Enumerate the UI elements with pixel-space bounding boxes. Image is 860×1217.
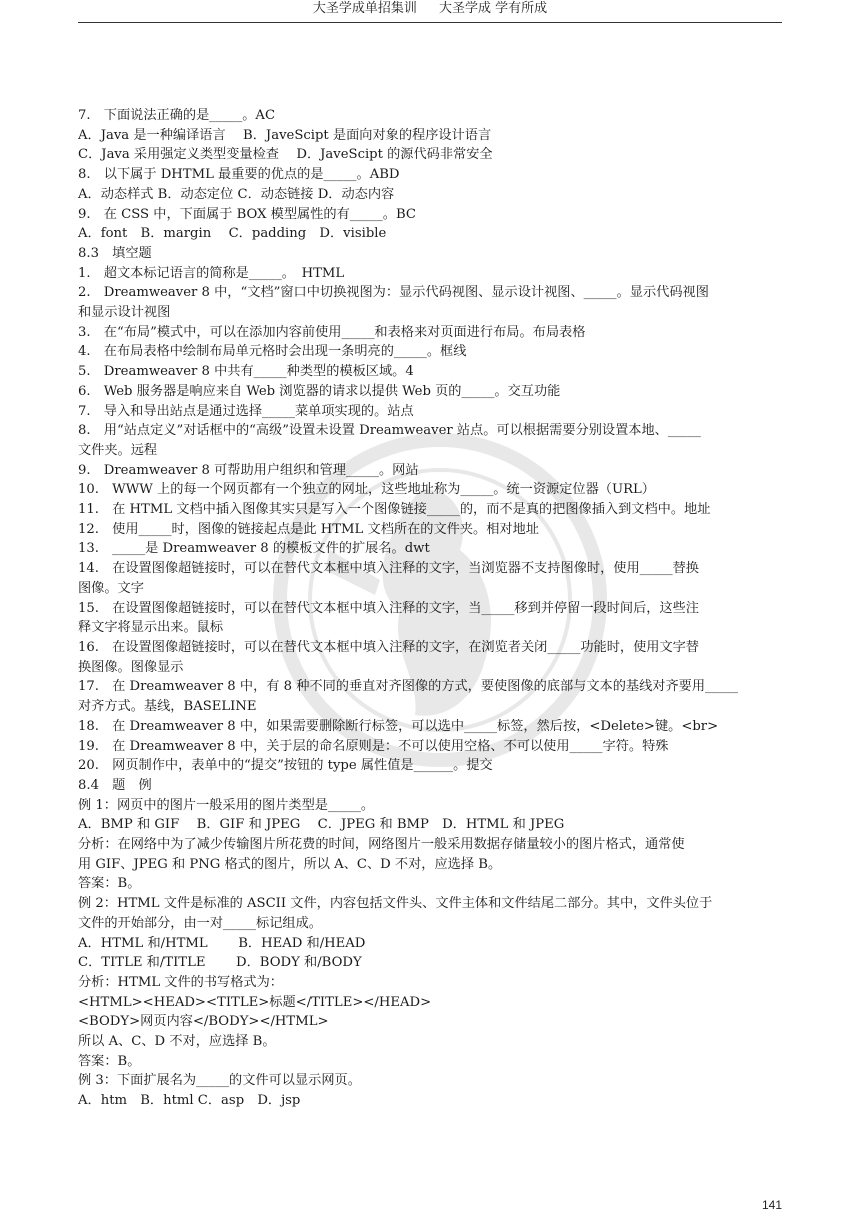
text-line: C．Java 采用强定义类型变量检查 D．JaveScipt 的源代码非常安全: [78, 147, 493, 163]
text-line: A．Java 是一种编译语言 B．JaveScipt 是面向对象的程序设计语言: [78, 127, 492, 143]
text-line: 13. _____是 Dreamweaver 8 的模板文件的扩展名。dwt: [78, 541, 430, 557]
text-line: 文件的开始部分，由一对_____标记组成。: [78, 915, 322, 931]
text-line: 图像。文字: [78, 580, 144, 596]
text-line: 12. 使用_____时，图像的链接起点是此 HTML 文档所在的文件夹。相对地址: [78, 521, 539, 537]
text-line: 19. 在 Dreamweaver 8 中，关于层的命名原则是：不可以使用空格、不可以使用_____字符。特殊: [78, 738, 669, 754]
text-line: <BODY>网页内容</BODY></HTML>: [78, 1014, 329, 1030]
text-line: A．font B．margin C．padding D．visible: [78, 226, 387, 242]
text-line: <HTML><HEAD><TITLE>标题</TITLE></HEAD>: [78, 994, 432, 1010]
text-line: 换图像。图像显示: [78, 659, 184, 675]
text-line: 17. 在 Dreamweaver 8 中，有 8 种不同的垂直对齐图像的方式，要使图像的底部与文本的基线对齐要用_____: [78, 679, 738, 695]
text-line: 11. 在 HTML 文档中插入图像其实只是写入一个图像链接_____的，而不是真的把图像插入到文档中。地址: [78, 502, 711, 518]
text-line: A．BMP 和 GIF B．GIF 和 JPEG C．JPEG 和 BMP D．HTML 和 JPEG: [78, 817, 565, 833]
text-line: 答案：B。: [78, 876, 141, 892]
header-slogan: 大圣学成 学有所成: [438, 1, 548, 16]
text-line: A．htm B．html C．asp D．jsp: [78, 1093, 301, 1109]
text-line: 9. Dreamweaver 8 可帮助用户组织和管理_____。网站: [78, 462, 419, 478]
text-line: 15. 在设置图像超链接时，可以在替代文本框中填入注释的文字，当_____移到并停留一段时间后，这些注: [78, 600, 699, 616]
page-number: 141: [761, 1198, 782, 1212]
text-line: A．HTML 和/HTML B．HEAD 和/HEAD: [78, 935, 366, 951]
text-line: 8.4 题 例: [78, 777, 152, 793]
text-line: 释文字将显示出来。鼠标: [78, 620, 224, 636]
text-line: 18. 在 Dreamweaver 8 中，如果需要删除断行标签，可以选中_____标签，然后按，<Delete>键。<br>: [78, 718, 719, 734]
text-line: 20. 网页制作中，表单中的“提交”按钮的 type 属性值是______。提交: [78, 758, 493, 774]
document-body: [78, 106, 782, 1111]
text-line: 14. 在设置图像超链接时，可以在替代文本框中填入注释的文字，当浏览器不支持图像时，使用_____替换: [78, 561, 699, 577]
text-line: C．TITLE 和/TITLE D．BODY 和/BODY: [78, 955, 362, 971]
text-line: 答案：B。: [78, 1053, 141, 1069]
text-line: 例 2：HTML 文件是标准的 ASCII 文件，内容包括文件头、文件主体和文件结尾二部分。其中，文件头位于: [78, 896, 713, 912]
text-line: 7. 导入和导出站点是通过选择_____菜单项实现的。站点: [78, 403, 414, 419]
text-line: 用 GIF、JPEG 和 PNG 格式的图片，所以 A、C、D 不对，应选择 B。: [78, 856, 502, 872]
text-line: 文件夹。远程: [78, 442, 158, 458]
text-line: 分析：HTML 文件的书写格式为：: [78, 974, 283, 990]
text-line: 4. 在布局表格中绘制布局单元格时会出现一条明亮的_____。框线: [78, 344, 467, 360]
text-line: 9. 在 CSS 中，下面属于 BOX 模型属性的有_____。BC: [78, 206, 416, 222]
header-school-name: 大圣学成单招集训: [312, 1, 417, 16]
text-line: A．动态样式 B．动态定位 C．动态链接 D．动态内容: [78, 186, 395, 202]
text-line: 6. Web 服务器是响应来自 Web 浏览器的请求以提供 Web 页的_____。交互功能: [78, 383, 561, 399]
text-line: 3. 在“布局”模式中，可以在添加内容前使用_____和表格来对页面进行布局。布局表格: [78, 324, 586, 340]
text-line: 例 3：下面扩展名为_____的文件可以显示网页。: [78, 1073, 361, 1089]
text-line: 1. 超文本标记语言的简称是_____。 HTML: [78, 265, 345, 281]
text-line: 16. 在设置图像超链接时，可以在替代文本框中填入注释的文字，在浏览者关闭_____功能时，使用文字替: [78, 639, 699, 655]
text-line: 7. 下面说法正确的是_____。AC: [78, 108, 276, 123]
text-line: 10. WWW 上的每一个网页都有一个独立的网址，这些地址称为_____。统一资源定位器（URL）: [78, 482, 655, 498]
text-line: 5. Dreamweaver 8 中共有_____种类型的模板区域。4: [78, 364, 414, 380]
text-line: 例 1：网页中的图片一般采用的图片类型是_____。: [78, 797, 375, 813]
text-line: 8.3 填空题: [78, 245, 152, 261]
text-line: 和显示设计视图: [78, 305, 171, 321]
text-line: 2. Dreamweaver 8 中，“文档”窗口中切换视图为：显示代码视图、显示设计视图、_____。显示代码视图: [78, 285, 709, 301]
text-line: 8. 以下属于 DHTML 最重要的优点的是_____。ABD: [78, 167, 400, 183]
text-line: 8. 用“站点定义”对话框中的“高级”设置未设置 Dreamweaver 站点。可以根据需要分别设置本地、_____: [78, 423, 701, 439]
page-header: [78, 0, 782, 23]
text-line: 所以 A、C、D 不对，应选择 B。: [78, 1034, 276, 1050]
text-line: 对齐方式。基线，BASELINE: [78, 699, 257, 715]
text-line: 分析：在网络中为了减少传输图片所花费的时间，网络图片一般采用数据存储量较小的图片格式，通常使: [78, 837, 685, 853]
